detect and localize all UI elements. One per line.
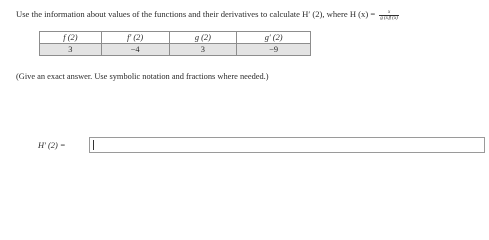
answer-label: H′ (2) = [38,141,66,150]
table-header-cell: f (2) [40,32,102,44]
table-header-row [40,32,311,44]
table-header-cell: g′ (2) [237,32,311,44]
question-text: Use the information about values of the functions and their derivatives to calculate H′ (2), where H (x) = [16,9,376,19]
fraction-expression [379,10,399,21]
answer-input[interactable] [89,137,485,153]
table-header-cell: f′ (2) [101,32,169,44]
table-value-cell: 3 [40,44,102,56]
function-values-table [39,31,311,56]
table-value-cell: 3 [169,44,237,56]
answer-hint: (Give an exact answer. Use symbolic notation and fractions where needed.) [16,72,269,81]
table-value-cell: −9 [237,44,311,56]
question-prompt [16,9,399,21]
fraction-denominator: g (x)f (x) [380,15,398,21]
text-cursor [93,140,94,150]
fraction-numerator: x [379,10,399,16]
table-header-cell: g (2) [169,32,237,44]
table-value-cell: −4 [101,44,169,56]
table-value-row [40,44,311,56]
